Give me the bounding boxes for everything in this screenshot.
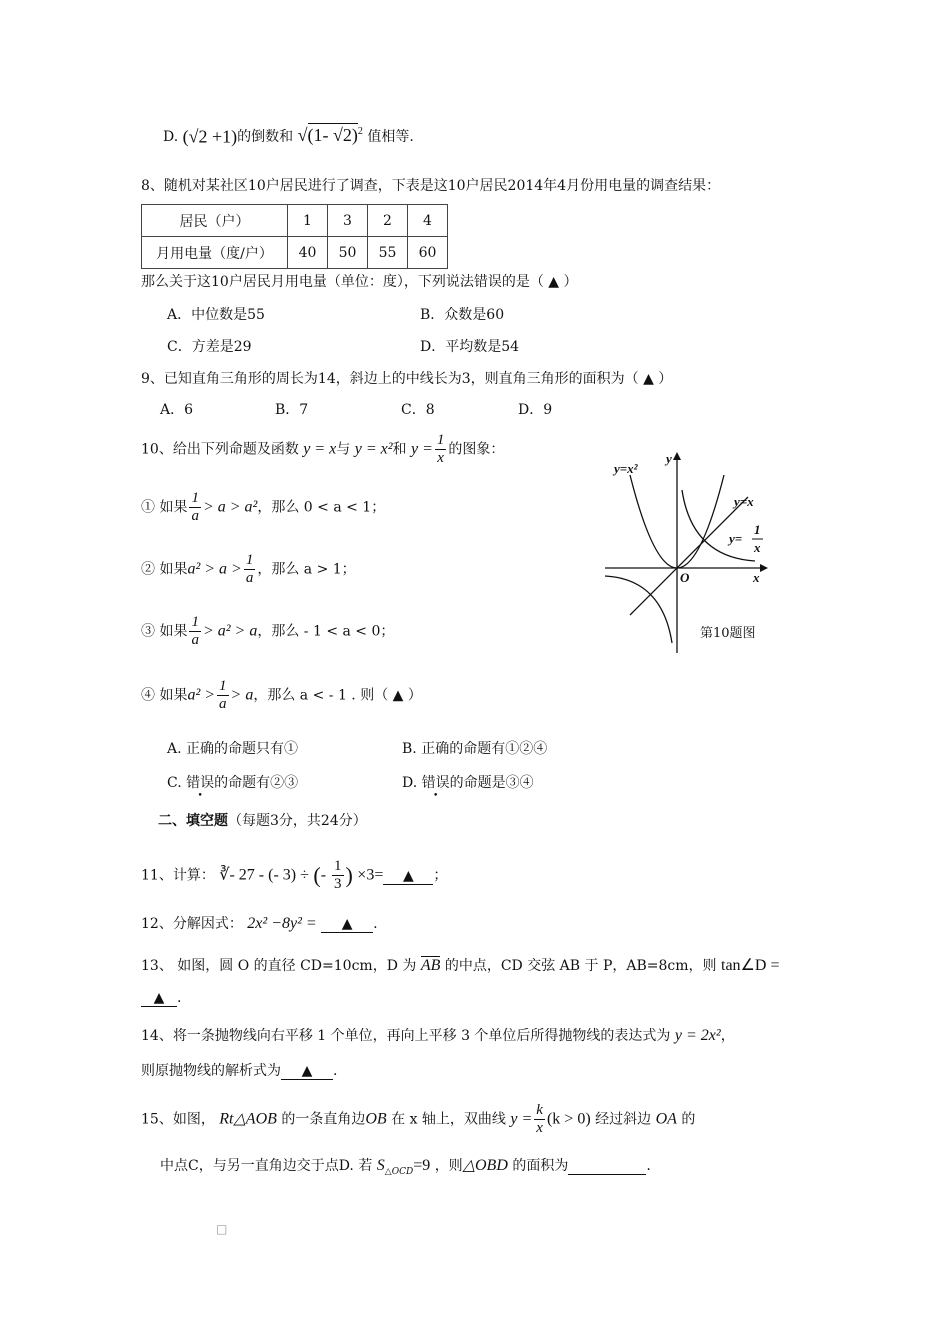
label-origin: O bbox=[680, 570, 690, 585]
q9-option-d: D．9 bbox=[518, 402, 553, 418]
footer-mark: □ bbox=[216, 1222, 228, 1236]
q7-expr1: (√2 +1) bbox=[182, 126, 238, 147]
label-1-over-x-den: x bbox=[754, 540, 761, 555]
q8-question: 那么关于这10户居民月用电量（单位：度），下列说法错误的是（ ▲ ） bbox=[141, 274, 578, 290]
q8-option-b: B．众数是60 bbox=[420, 307, 505, 323]
q14-line2: 则原抛物线的解析式为 ▲ . bbox=[141, 1063, 338, 1079]
label-y-x2: y=x² bbox=[614, 461, 638, 476]
q8-option-c: C．方差是29 bbox=[167, 339, 252, 355]
label-y-axis: y bbox=[666, 451, 672, 466]
y-axis-arrow bbox=[673, 452, 681, 460]
q8-option-a: A．中位数是55 bbox=[167, 307, 265, 323]
label-1-over-x-num: 1 bbox=[754, 522, 761, 537]
q10-proposition-4: ④ 如果a² > $\frac{1}{a}$ > a，那么 a < - 1 . 则（ ▲ ） bbox=[141, 678, 422, 712]
q8-table bbox=[141, 204, 448, 269]
table-row: 月用电量（度/户） 40 50 55 60 bbox=[142, 237, 448, 269]
q10-option-b: B. 正确的命题有①②④ bbox=[402, 741, 548, 757]
q13: 13、 如图，圆 O 的直径 CD=10cm，D 为 AB 的中点，CD 交弦 AB 于 P，AB=8cm，则 tan∠D = bbox=[141, 957, 780, 974]
q15-line2: 中点C，与另一直角边交于点D. 若 $S_{\triangle OCD}=9$ ，则△OBD 的面积为 . bbox=[160, 1157, 651, 1177]
q7-option-d: D. (√2 +1)的倒数和 √(1- √2)$^2$ 值相等. bbox=[163, 125, 414, 147]
q10-proposition-2: ② 如果a² > a > $\frac{1}{a}$ ，那么 a > 1； bbox=[141, 552, 356, 586]
x-axis-arrow bbox=[760, 564, 768, 572]
q10-stem: 10、给出下列命题及函数 y = x与 y = x²和 y = $\frac{1}{x}$ 的图象： bbox=[141, 432, 505, 466]
q10-option-c: C. 错误的命题有②③ bbox=[167, 775, 299, 791]
q15: 15、如图， Rt△AOB 的一条直角边OB 在 x 轴上，双曲线 y = $\frac{k}{x}$ (k > 0) 经过斜边 OA 的 bbox=[141, 1102, 696, 1136]
label-x-axis: x bbox=[753, 570, 760, 585]
q10-option-a: A. 正确的命题只有① bbox=[167, 741, 299, 757]
q14: 14、将一条抛物线向右平移 1 个单位，再向上平移 3 个单位后所得抛物线的表达式为 y = 2x²， bbox=[141, 1027, 735, 1044]
label-y-x: y=x bbox=[734, 494, 754, 509]
table-row: 居民（户） 1 3 2 4 bbox=[142, 205, 448, 237]
label-y-1-over-x: y= bbox=[729, 531, 743, 546]
q7-expr2: √(1- √2)$^2$ bbox=[297, 125, 363, 145]
q8-stem: 8、随机对某社区10户居民进行了调查，下表是这10户居民2014年4月份用电量的调查结果： bbox=[141, 178, 721, 194]
q10-proposition-3: ③ 如果 $\frac{1}{a}$ > a² > a，那么 - 1 < a < 0； bbox=[141, 614, 395, 648]
q10-proposition-1: ① 如果 $\frac{1}{a}$ > a > a²，那么 0 < a < 1； bbox=[141, 490, 386, 524]
q9-stem: 9、已知直角三角形的周长为14，斜边上的中线长为3，则直角三角形的面积为（ ▲ ） bbox=[141, 371, 673, 387]
q8-option-d: D．平均数是54 bbox=[420, 339, 520, 355]
q9-option-b: B．7 bbox=[275, 402, 309, 418]
q10-figure bbox=[600, 445, 780, 660]
q9-option-a: A．6 bbox=[160, 402, 194, 418]
section-2-heading: 二、填空题（每题3分，共24分） bbox=[158, 813, 367, 829]
q13-answer: ▲ . bbox=[141, 990, 181, 1007]
figure-caption: 第10题图 bbox=[700, 626, 756, 641]
q10-option-d: D. 错误的命题是③④ bbox=[402, 775, 534, 791]
q11: 11、计算： ∛- 27 - (- 3) ÷ (- $\frac{1}{3}$ ) ×3= ▲ ； bbox=[141, 858, 448, 892]
q12: 12、分解因式： 2x² −8y² = ▲ . bbox=[141, 915, 378, 932]
q9-option-c: C．8 bbox=[401, 402, 435, 418]
hyperbola-q3-curve bbox=[605, 576, 672, 643]
